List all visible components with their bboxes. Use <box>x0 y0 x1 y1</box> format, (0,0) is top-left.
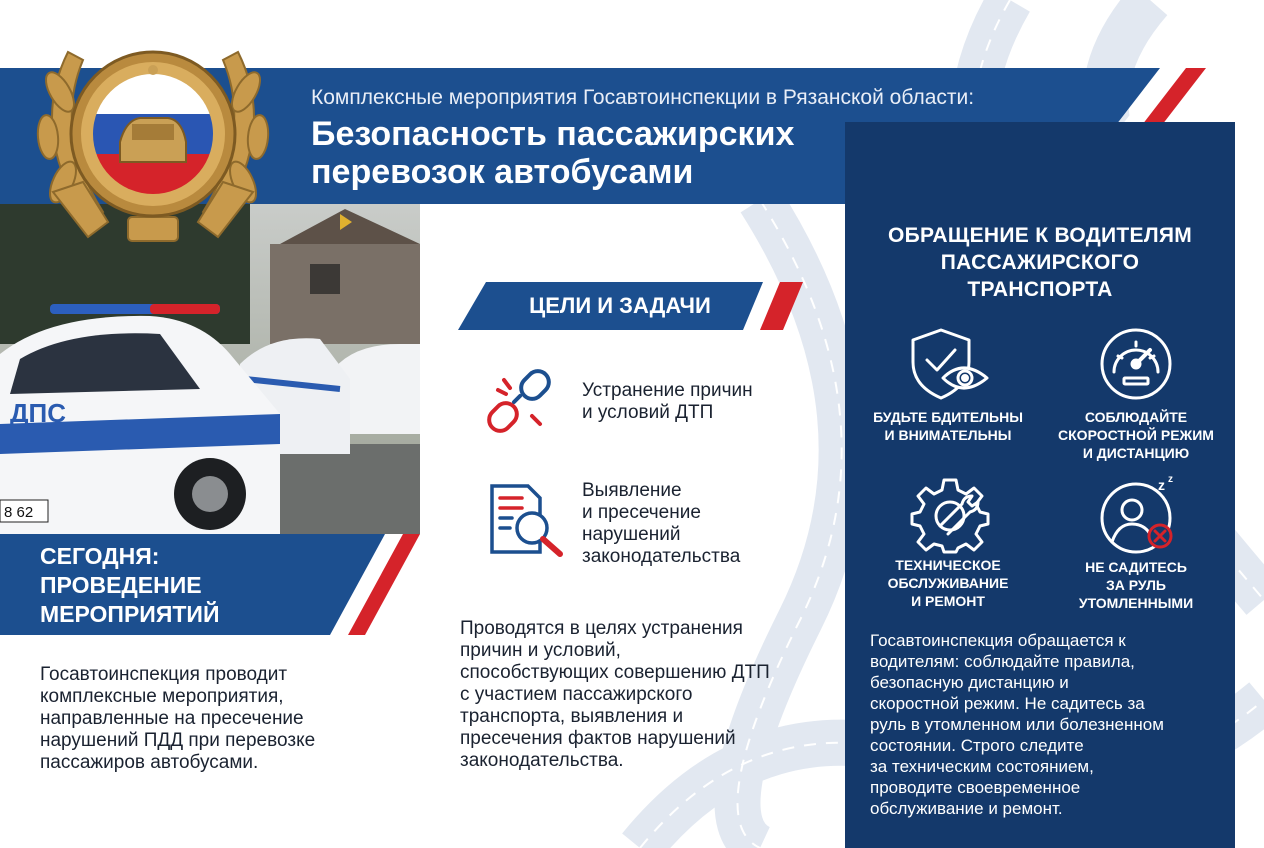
text-line: проводите своевременное <box>870 778 1081 797</box>
header-subtitle: Комплексные мероприятия Госавтоинспекции в Рязанской области: <box>311 86 975 109</box>
tip-label <box>858 556 1038 610</box>
text-line: способствующих совершению ДТП <box>460 662 770 683</box>
car-label: ДПС <box>10 398 66 428</box>
today-description <box>40 664 390 774</box>
text-line: СОБЛЮДАЙТЕ <box>1084 409 1188 425</box>
text-line: пассажиров автобусами. <box>40 752 259 773</box>
text-line: И РЕМОНТ <box>911 593 985 609</box>
text-line: УТОМЛЕННЫМИ <box>1078 595 1194 611</box>
text-line: нарушений ПДД при перевозке <box>40 730 316 751</box>
appeal-title-line: ОБРАЩЕНИЕ К ВОДИТЕЛЯМ <box>887 224 1193 247</box>
header-title-line: Безопасность пассажирских <box>311 115 795 153</box>
text-line: ТЕХНИЧЕСКОЕ <box>895 557 1001 573</box>
svg-text:z: z <box>1168 474 1173 485</box>
appeal-description <box>870 630 1230 819</box>
text-line: Выявление <box>582 480 682 501</box>
today-heading-line: ПРОВЕДЕНИЕ <box>40 572 202 598</box>
tip-label <box>1046 408 1226 462</box>
text-line: состоянии. Строго следите <box>870 736 1084 755</box>
today-heading-line: СЕГОДНЯ: <box>40 543 160 569</box>
today-heading <box>40 542 340 629</box>
text-line: БУДЬТЕ БДИТЕЛЬНЫ <box>873 409 1023 425</box>
text-line: И ВНИМАТЕЛЬНЫ <box>884 427 1012 443</box>
tip-label <box>1046 558 1226 612</box>
text-line: пресечения фактов нарушений <box>460 728 736 749</box>
appeal-title-line: ТРАНСПОРТА <box>967 278 1113 301</box>
header-title-line: перевозок автобусами <box>311 153 694 191</box>
text-line: и пресечение <box>582 502 701 523</box>
shield-eye-icon <box>905 326 991 402</box>
text-line: транспорта, выявления и <box>460 706 684 727</box>
tip-label <box>858 408 1038 444</box>
text-line: за техническим состоянием, <box>870 757 1094 776</box>
text-line: и условий ДТП <box>582 402 714 423</box>
text-line: ЗА РУЛЬ <box>1106 577 1166 593</box>
text-line: с участием пассажирского <box>460 684 693 705</box>
text-line: И ДИСТАНЦИЮ <box>1082 445 1190 461</box>
goal-item <box>582 480 740 568</box>
text-line: Устранение причин <box>582 380 753 401</box>
text-line: причин и условий, <box>460 640 621 661</box>
text-line: законодательства <box>582 546 741 567</box>
text-line: скоростной режим. Не садитесь за <box>870 694 1145 713</box>
text-line: Проводятся в целях устранения <box>460 618 743 639</box>
document-magnifier-icon <box>486 482 566 558</box>
text-line: водителям: соблюдайте правила, <box>870 652 1135 671</box>
text-line: Госавтоинспекция обращается к <box>870 631 1126 650</box>
gear-wrench-icon <box>910 474 990 554</box>
today-heading-line: МЕРОПРИЯТИЙ <box>40 601 220 627</box>
text-line: НЕ САДИТЕСЬ <box>1085 559 1187 575</box>
text-line: законодательства. <box>460 750 624 771</box>
tired-driver-icon <box>1098 474 1182 554</box>
traffic-police-emblem <box>28 22 278 254</box>
text-line: направленные на пресечение <box>40 708 304 729</box>
text-line: руль в утомленном или болезненном <box>870 715 1164 734</box>
license-plate: 8 62 <box>4 504 34 521</box>
goal-item <box>582 380 753 424</box>
goals-description <box>460 618 830 772</box>
text-line: нарушений <box>582 524 681 545</box>
appeal-title-line: ПАССАЖИРСКОГО <box>940 251 1140 274</box>
text-line: обслуживание и ремонт. <box>870 799 1063 818</box>
text-line: Госавтоинспекция проводит <box>40 664 288 685</box>
text-line: комплексные мероприятия, <box>40 686 284 707</box>
text-line: СКОРОСТНОЙ РЕЖИМ <box>1058 427 1214 443</box>
appeal-title <box>845 222 1235 303</box>
speedometer-icon <box>1098 326 1174 402</box>
broken-chain-icon <box>484 366 556 438</box>
goals-title: ЦЕЛИ И ЗАДАЧИ <box>529 293 711 318</box>
svg-text:z: z <box>1158 477 1165 493</box>
text-line: безопасную дистанцию и <box>870 673 1069 692</box>
text-line: ОБСЛУЖИВАНИЕ <box>887 575 1009 591</box>
